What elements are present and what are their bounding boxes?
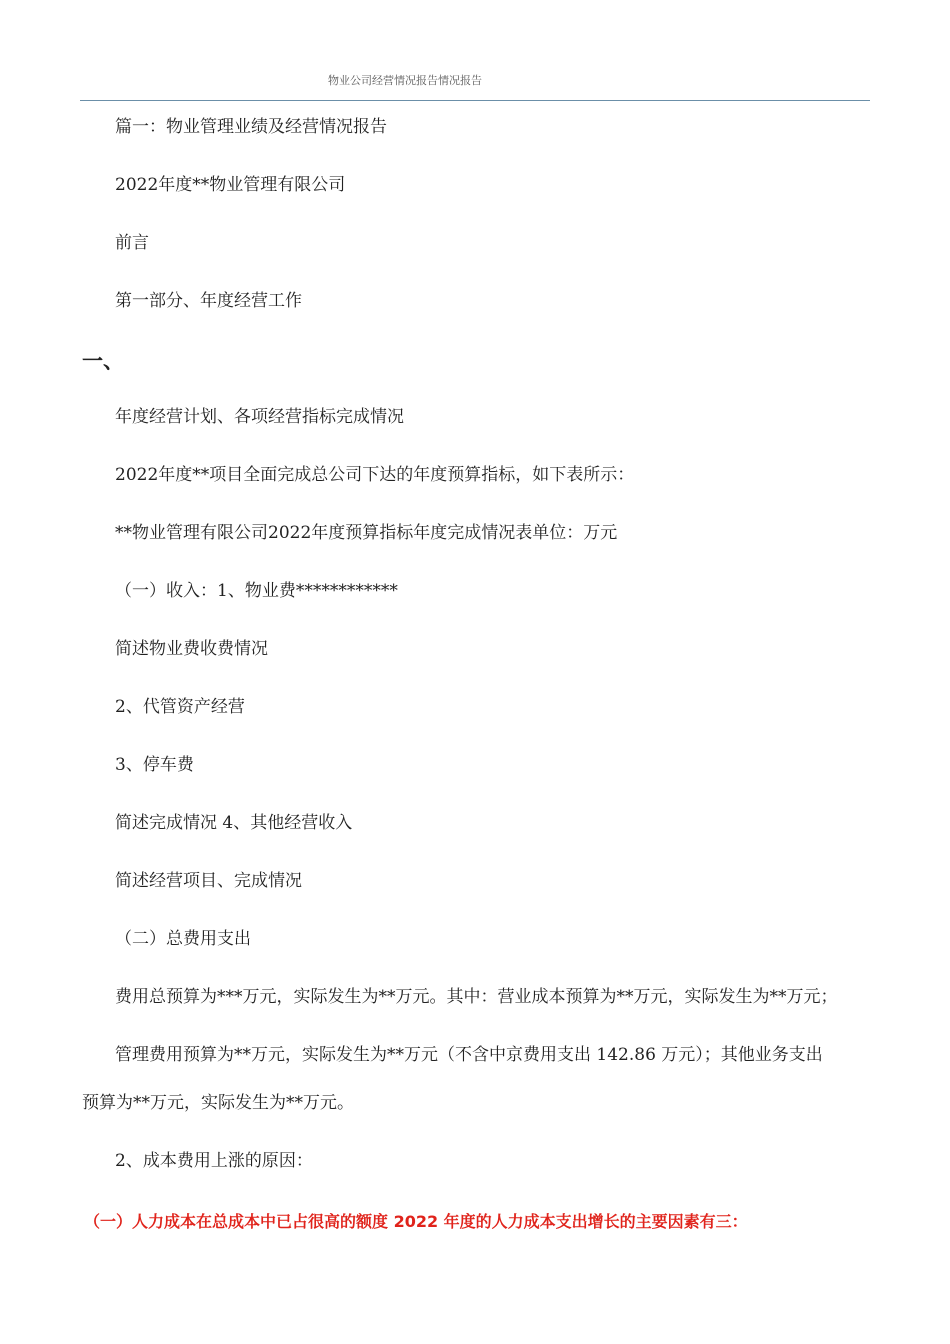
red-heading-labor-cost: （一）人力成本在总成本中已占很高的额度 2022 年度的人力成本支出增长的主要因素有三： xyxy=(84,1212,748,1231)
header-title: 物业公司经营情况报告情况报告 xyxy=(328,74,482,87)
paragraph-part-one: 第一部分、年度经营工作 xyxy=(115,291,302,311)
paragraph-title: 篇一：物业管理业绩及经营情况报告 xyxy=(115,117,387,137)
paragraph-preface: 前言 xyxy=(115,233,149,253)
paragraph-annual-plan: 年度经营计划、各项经营指标完成情况 xyxy=(115,407,404,427)
section-heading-one: 一、 xyxy=(82,349,124,373)
paragraph-company: 2022年度**物业管理有限公司 xyxy=(115,175,346,195)
header-divider xyxy=(80,100,870,101)
paragraph-table-caption: **物业管理有限公司2022年度预算指标年度完成情况表单位：万元 xyxy=(115,523,618,543)
paragraph-management-expense-cont: 预算为**万元，实际发生为**万元。 xyxy=(82,1093,354,1113)
paragraph-property-fee: 简述物业费收费情况 xyxy=(115,639,268,659)
paragraph-cost-reasons: 2、成本费用上涨的原因： xyxy=(115,1151,313,1171)
paragraph-total-expense: （二）总费用支出 xyxy=(115,929,251,949)
paragraph-business-items: 简述经营项目、完成情况 xyxy=(115,871,302,891)
paragraph-income: （一）收入：1、物业费************ xyxy=(115,581,398,601)
paragraph-expense-budget: 费用总预算为***万元，实际发生为**万元。其中：营业成本预算为**万元，实际发生为**万元； xyxy=(115,987,838,1007)
paragraph-managed-assets: 2、代管资产经营 xyxy=(115,697,245,717)
paragraph-budget-completion: 2022年度**项目全面完成总公司下达的年度预算指标，如下表所示： xyxy=(115,465,635,485)
paragraph-parking-fee: 3、停车费 xyxy=(115,755,194,775)
paragraph-other-income: 简述完成情况 4、其他经营收入 xyxy=(115,813,353,833)
paragraph-management-expense: 管理费用预算为**万元，实际发生为**万元（不含中京费用支出 142.86 万元）；其他业务支出 xyxy=(115,1045,823,1065)
